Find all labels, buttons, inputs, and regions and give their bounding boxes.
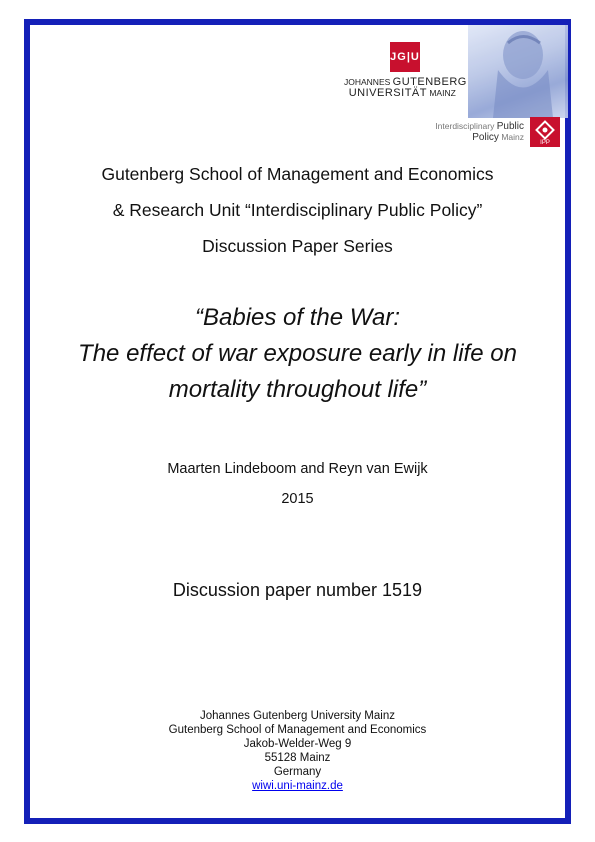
paper-title [30, 300, 565, 408]
series-name: Discussion Paper Series [202, 236, 393, 256]
website-link[interactable]: wiwi.uni-mainz.de [252, 780, 343, 792]
address-block [30, 709, 565, 793]
author-block [30, 454, 565, 514]
title-line-3: mortality throughout life” [168, 376, 427, 403]
address-school: Gutenberg School of Management and Economics [168, 724, 427, 736]
authors: Maarten Lindeboom and Reyn van Ewijk [167, 461, 428, 477]
ipp-emblem-icon [532, 119, 558, 145]
series-heading [30, 156, 565, 264]
school-name: Gutenberg School of Management and Economics [101, 164, 494, 184]
svg-text:IPP: IPP [540, 140, 550, 145]
year: 2015 [281, 491, 314, 507]
address-postcode: 55128 Mainz [264, 752, 331, 764]
ipp-logo-text: Interdisciplinary Public Policy Mainz [435, 121, 524, 143]
address-university: Johannes Gutenberg University Mainz [200, 710, 395, 722]
discussion-paper-number: Discussion paper number 1519 [172, 580, 423, 600]
title-line-1: “Babies of the War: [195, 304, 400, 331]
ipp-logo-mark [530, 117, 560, 147]
research-unit: & Research Unit “Interdisciplinary Public Policy” [112, 200, 483, 220]
jgu-logo-mark: JG|U [390, 42, 420, 72]
address-country: Germany [273, 766, 322, 778]
gutenberg-statue-image [468, 25, 568, 118]
address-street: Jakob-Welder-Weg 9 [243, 738, 352, 750]
jgu-logo-name: JOHANNES GUTENBERG UNIVERSITÄT MAINZ [344, 76, 467, 99]
logo-header [308, 25, 568, 143]
title-line-2: The effect of war exposure early in life on [78, 340, 517, 367]
